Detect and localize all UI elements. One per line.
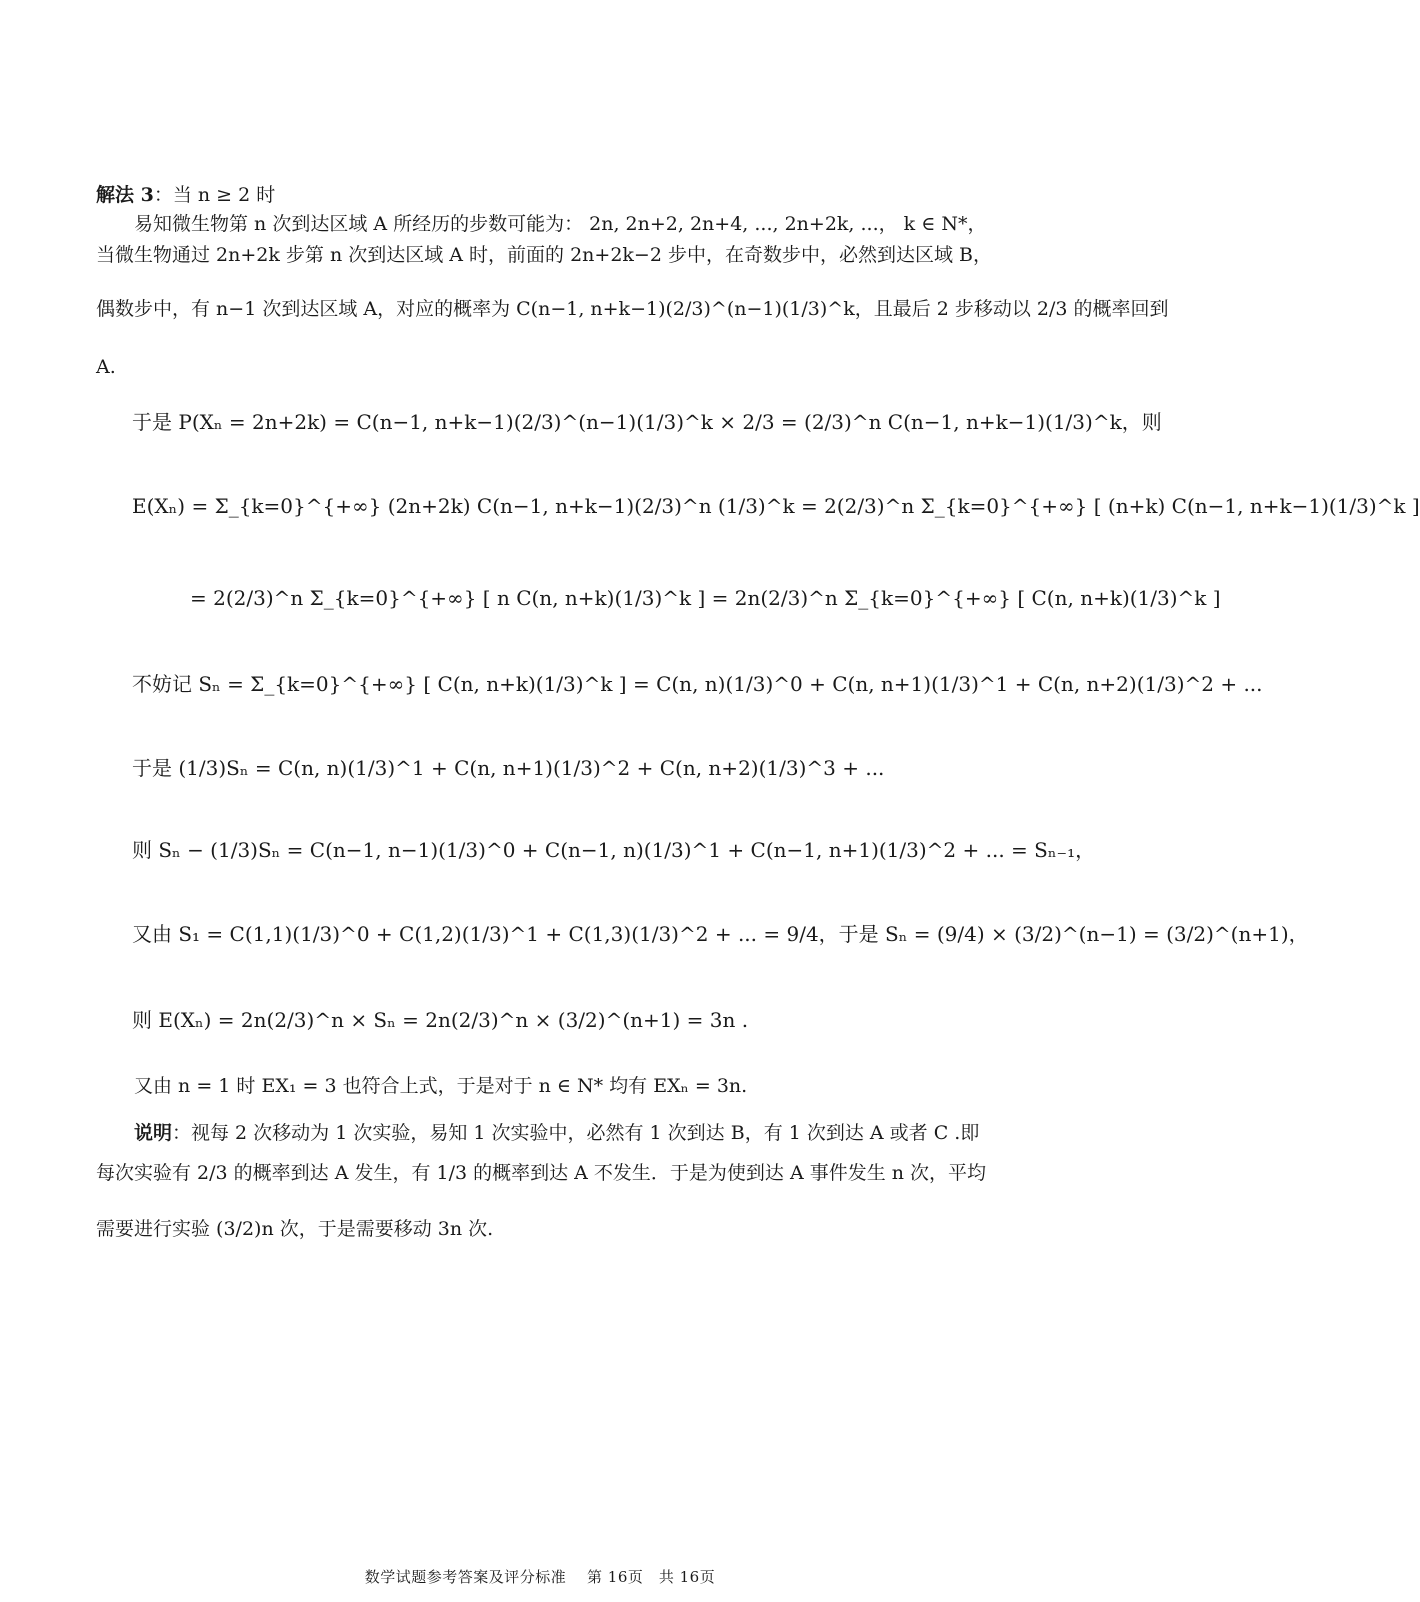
paragraph-line-2: 当微生物通过 2n+2k 步第 n 次到达区域 A 时，前面的 2n+2k−2 步中，在奇数步中，必然到达区域 B， [96, 244, 992, 266]
note-line-2: 每次实验有 2/3 的概率到达 A 发生，有 1/3 的概率到达 A 不发生．于是为使到达 A 事件发生 n 次，平均 [96, 1162, 987, 1184]
paragraph-line-4: A. [96, 356, 116, 378]
conclusion-line: 又由 n = 1 时 EX₁ = 3 也符合上式，于是对于 n ∈ N* 均有 EXₙ = 3n. [134, 1075, 748, 1097]
formula-expectation-cont: = 2(2/3)^n Σ_{k=0}^{+∞} [ n C(n, n+k)(1/3)^k ] = 2n(2/3)^n Σ_{k=0}^{+∞} [ C(n, n+k)(1/3)^k ] [190, 586, 1221, 610]
formula-probability: 于是 P(Xₙ = 2n+2k) = C(n−1, n+k−1)(2/3)^(n−1)(1/3)^k × 2/3 = (2/3)^n C(n−1, n+k−1)(1/3)^k，则 [132, 410, 1162, 434]
note-line-1 [134, 1122, 979, 1145]
note-label: 说明 [134, 1122, 173, 1144]
solution-title [96, 184, 275, 207]
formula-result: 则 E(Xₙ) = 2n(2/3)^n × Sₙ = 2n(2/3)^n × (3/2)^(n+1) = 3n . [132, 1008, 749, 1032]
note-line-3: 需要进行实验 (3/2)n 次，于是需要移动 3n 次. [96, 1218, 494, 1240]
solution-condition: ：当 n ≥ 2 时 [153, 184, 276, 206]
formula-third-s: 于是 (1/3)Sₙ = C(n, n)(1/3)^1 + C(n, n+1)(1/3)^2 + C(n, n+2)(1/3)^3 + ... [132, 756, 885, 780]
paragraph-line-1: 易知微生物第 n 次到达区域 A 所经历的步数可能为： 2n, 2n+2, 2n+4, ..., 2n+2k, ...， k ∈ N*， [134, 213, 987, 235]
formula-difference: 则 Sₙ − (1/3)Sₙ = C(n−1, n−1)(1/3)^0 + C(n−1, n)(1/3)^1 + C(n−1, n+1)(1/3)^2 + ... = Sₙ₋₁， [132, 838, 1096, 862]
formula-define-s: 不妨记 Sₙ = Σ_{k=0}^{+∞} [ C(n, n+k)(1/3)^k ] = C(n, n)(1/3)^0 + C(n, n+1)(1/3)^1 + C(n, n+2)(1/3)^2 + ... [132, 672, 1263, 696]
solution-label: 解法 3 [96, 184, 154, 206]
page-footer: 数学试题参考答案及评分标准 第 16页 共 16页 [364, 1568, 716, 1586]
formula-s1: 又由 S₁ = C(1,1)(1/3)^0 + C(1,2)(1/3)^1 + C(1,3)(1/3)^2 + ... = 9/4，于是 Sₙ = (9/4) × (3/2)^(n−1) = (3/2)^(n+1)， [132, 922, 1309, 946]
formula-expectation: E(Xₙ) = Σ_{k=0}^{+∞} (2n+2k) C(n−1, n+k−1)(2/3)^n (1/3)^k = 2(2/3)^n Σ_{k=0}^{+∞} [ (n+k) C(n−1, n+k−1)(1/3)^k ] [132, 494, 1420, 518]
paragraph-line-3: 偶数步中，有 n−1 次到达区域 A，对应的概率为 C(n−1, n+k−1)(2/3)^(n−1)(1/3)^k，且最后 2 步移动以 2/3 的概率回到 [96, 298, 1169, 320]
note-text-1: ：视每 2 次移动为 1 次实验，易知 1 次实验中，必然有 1 次到达 B，有 1 次到达 A 或者 C .即 [172, 1122, 980, 1144]
